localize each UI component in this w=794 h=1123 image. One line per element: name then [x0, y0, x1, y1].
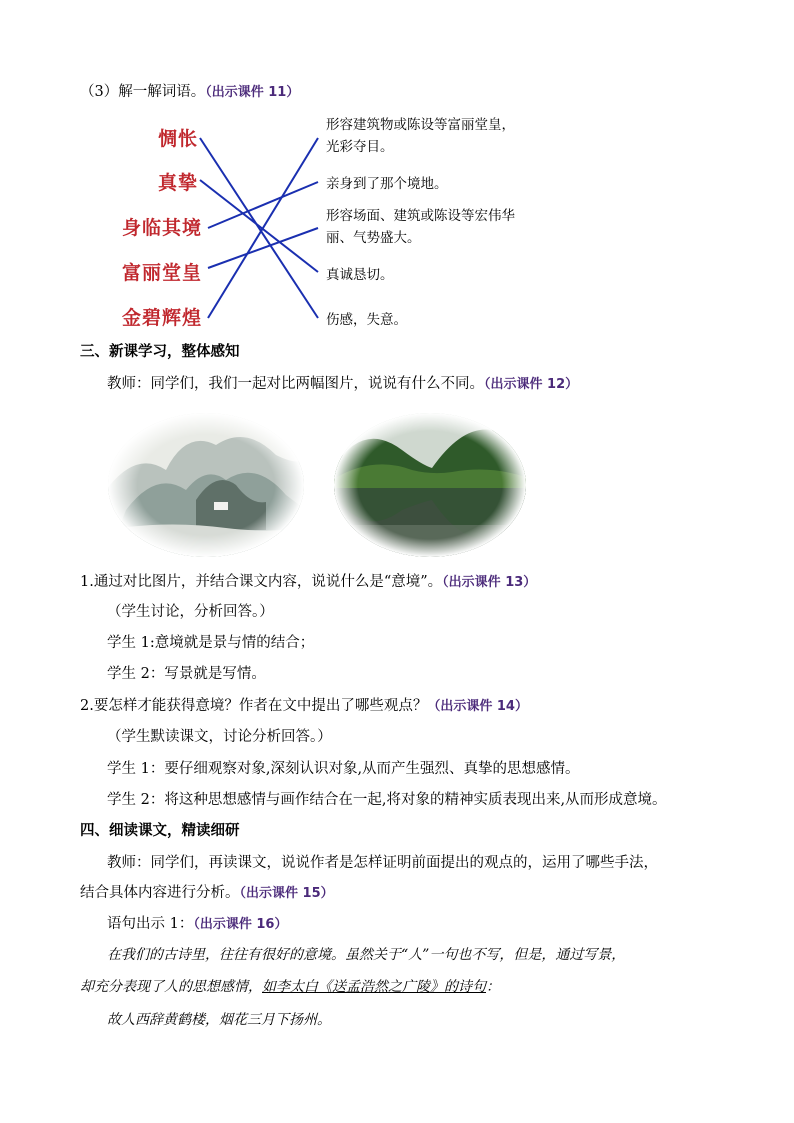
match-def-2: 亲身到了那个境地。: [326, 176, 448, 192]
teacher-line-1: 教师：同学们，我们一起对比两幅图片，说说有什么不同。（出示课件 12）: [107, 376, 579, 392]
question-1: 1.通过对比图片，并结合课文内容，说说什么是“意境”。（出示课件 13）: [80, 574, 537, 590]
teacher-line-2a: 教师：同学们，再读课文，说说作者是怎样证明前面提出的观点的，运用了哪些手法，: [107, 855, 658, 871]
lake-mountain-image: [332, 410, 528, 560]
ink-landscape-image: [106, 410, 306, 560]
match-def-5: 伤感，失意。: [326, 312, 407, 328]
matching-lines: [0, 0, 794, 340]
heading-section-4: 四、细读课文，精读细研: [80, 822, 240, 839]
q1-student-1: 学生 1:意境就是景与情的结合；: [107, 635, 315, 651]
match-word-1: 惆怅: [158, 128, 199, 150]
q2-note: （学生默读课文，讨论分析回答。）: [107, 729, 332, 745]
quote-line-1: 在我们的古诗里，往往有很好的意境。虽然关于“人”一句也不写，但是，通过写景，: [107, 947, 626, 963]
match-def-3: 形容场面、建筑或陈设等宏伟华 丽、气势盛大。: [326, 208, 515, 246]
question-2: 2.要怎样才能获得意境？作者在文中提出了哪些观点？（出示课件 14）: [80, 698, 528, 714]
q2-student-2: 学生 2：将这种思想感情与画作结合在一起,将对象的精神实质表现出来,从而形成意境。: [107, 792, 667, 808]
courseware-tag: （出示课件 11）: [205, 85, 300, 100]
match-word-4: 富丽堂皇: [122, 262, 203, 284]
quote-line-2: 却充分表现了人的思想感情，如李太白《送孟浩然之广陵》的诗句：: [80, 979, 500, 995]
q2-student-1: 学生 1：要仔细观察对象,深刻认识对象,从而产生强烈、真挚的思想感情。: [107, 761, 580, 777]
match-line-2: [200, 180, 318, 272]
teacher-line-2b: 结合具体内容进行分析。（出示课件 15）: [80, 885, 334, 901]
quote-underlined: 如李太白《送孟浩然之广陵》的诗句: [262, 979, 486, 995]
match-def-4: 真诚恳切。: [326, 267, 394, 283]
heading-section-3: 三、新课学习，整体感知: [80, 343, 240, 360]
match-word-2: 真挚: [158, 172, 199, 194]
match-line-1: [200, 138, 318, 318]
sentence-label-line: 语句出示 1：（出示课件 16）: [107, 916, 288, 932]
quote-line-3: 故人西辞黄鹤楼，烟花三月下扬州。: [107, 1012, 331, 1028]
match-line-5: [208, 138, 318, 318]
q1-student-2: 学生 2：写景就是写情。: [107, 666, 266, 682]
match-word-5: 金碧辉煌: [122, 307, 203, 329]
section3-prefix: （3）解一解词语。: [80, 84, 206, 100]
match-word-3: 身临其境: [122, 217, 203, 239]
q1-note: （学生讨论，分析回答。）: [107, 604, 274, 620]
match-def-1: 形容建筑物或陈设等富丽堂皇， 光彩夺目。: [326, 117, 515, 155]
match-line-3: [208, 182, 318, 228]
